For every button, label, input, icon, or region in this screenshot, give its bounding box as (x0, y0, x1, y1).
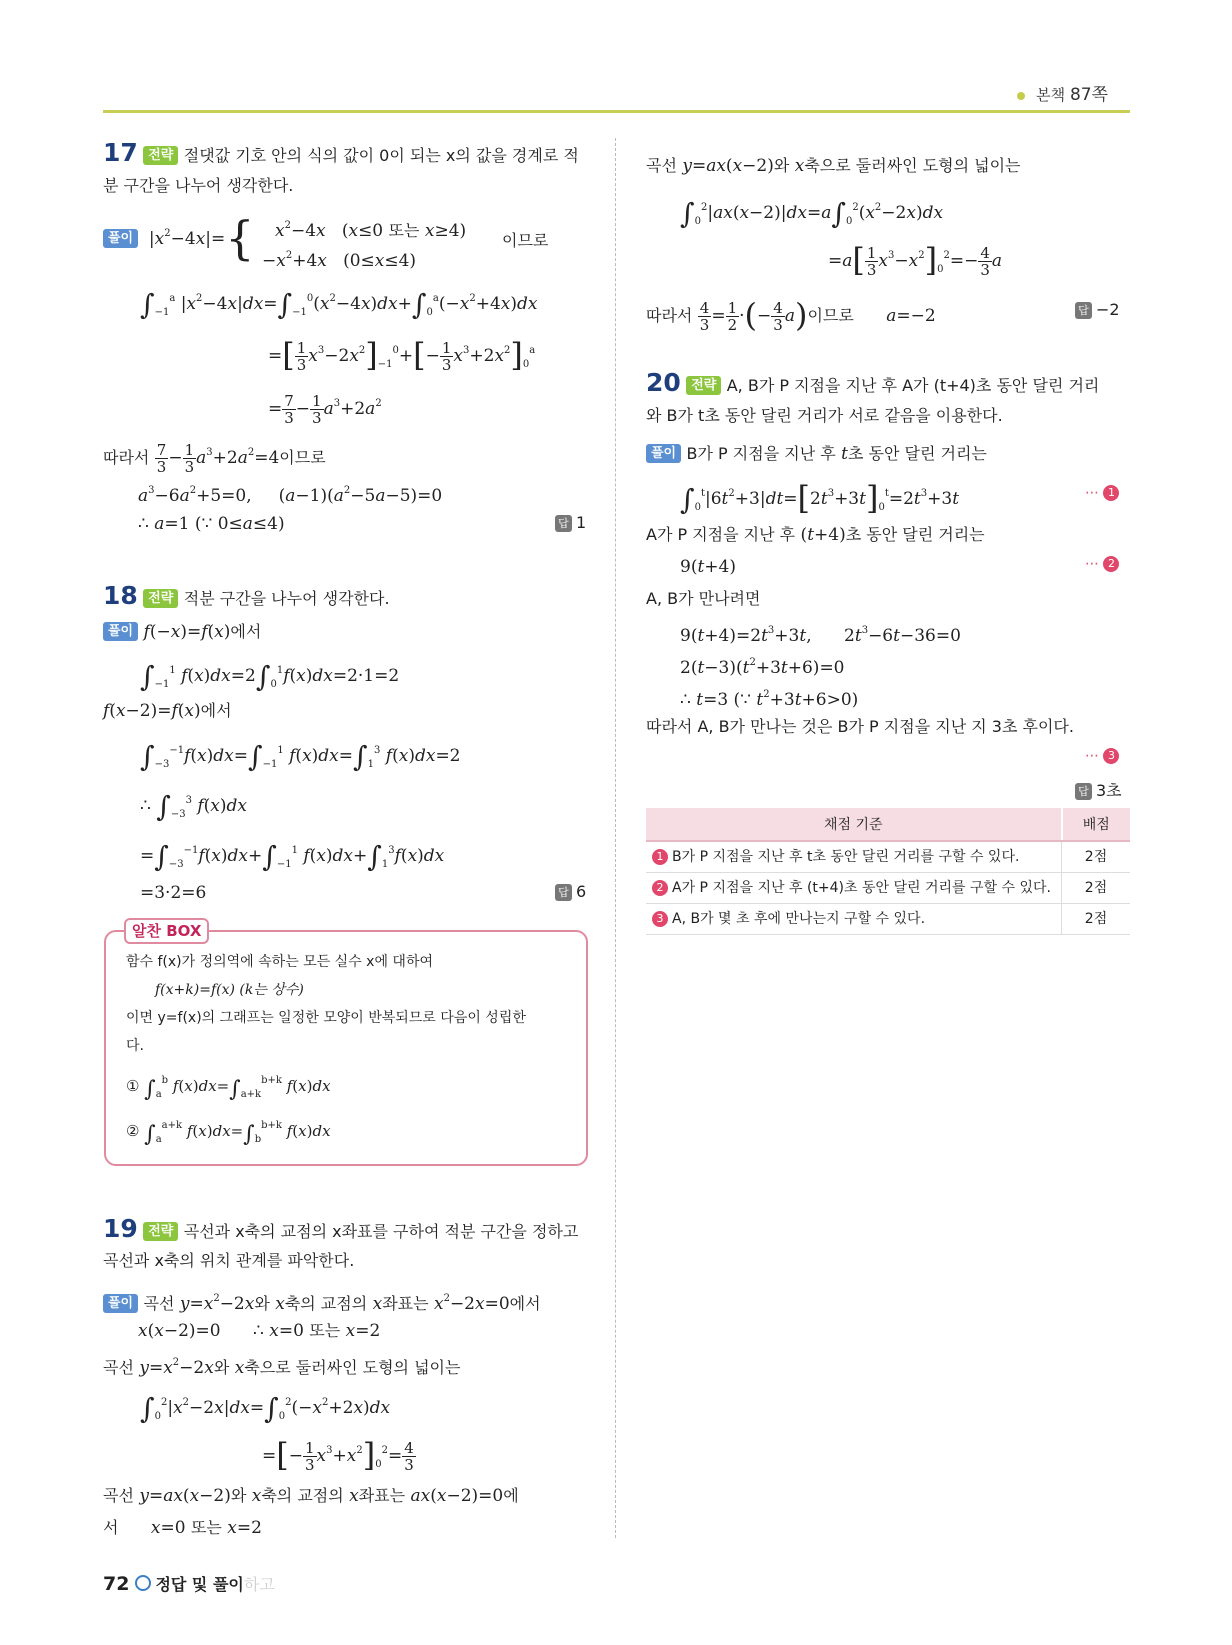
answer-label: 답 (555, 515, 572, 532)
answer-value: 3초 (1096, 781, 1122, 800)
answer-label: 답 (1075, 783, 1092, 800)
grading-points: 2점 (1062, 904, 1131, 935)
solution-tag: 풀이 (103, 1294, 138, 1313)
p19-line6: 곡선 y=ax(x−2)와 x축으로 둘러싸인 도형의 넓이는 (646, 156, 1021, 176)
grading-header-row (646, 808, 1130, 841)
p18-answer (555, 882, 586, 901)
tip-line1: 함수 f(x)가 정의역에 속하는 모든 실수 x에 대하여 (126, 954, 434, 970)
step-marker-3: ⋯ 3 (1085, 748, 1123, 764)
book-page-reference (1017, 80, 1108, 105)
grading-row (646, 904, 1130, 935)
p20-eq3: $9(t+4)=2t^3+3t$, $2t^3-6t-36=0$ (680, 625, 961, 646)
p20-eq2: 9(t+4) (680, 557, 736, 577)
p19-line4: 곡선 y=ax(x−2)와 x축의 교점의 x좌표는 ax(x−2)=0에 (103, 1486, 519, 1506)
step-marker-1: ⋯ 1 (1085, 485, 1123, 501)
criteria-text: B가 P 지점을 지난 후 t초 동안 달린 거리를 구할 수 있다. (672, 849, 1020, 865)
p20-line4: 따라서 A, B가 만나는 것은 B가 P 지점을 지난 지 3초 후이다. (646, 717, 1074, 736)
tip-box-title: 알찬 BOX (124, 918, 209, 944)
problem-number: 18 (103, 581, 138, 610)
grading-points: 2점 (1062, 841, 1131, 873)
strategy-text: 적분 구간을 나누어 생각한다. (183, 589, 390, 608)
p17-answer (555, 513, 586, 532)
strategy-text-cont: 와 B가 t초 동안 달린 거리가 서로 같음을 이용한다. (646, 406, 1003, 425)
grading-criteria (646, 841, 1062, 873)
footer-ghost-text: 하고 (243, 1575, 275, 1594)
p19-eq4: =a[ $\frac{1}{3}$ $x^3-x^2]_0^2=-$ $\frac{4}{3}$ a (828, 241, 1003, 279)
p19-answer (1075, 300, 1120, 319)
p18-line1: 풀이 f(−x)=f(x)에서 (103, 621, 261, 643)
strategy-text: A, B가 P 지점을 지난 후 A가 (t+4)초 동안 달린 거리 (726, 376, 1100, 395)
problem-18-header (103, 581, 390, 610)
strategy-text-cont: 분 구간을 나누어 생각한다. (103, 176, 294, 195)
step-number: 2 (652, 880, 668, 896)
p20-line3: A, B가 만나려면 (646, 589, 761, 608)
p18-line2: f(x−2)=f(x)에서 (103, 701, 232, 721)
answer-label: 답 (1075, 302, 1092, 319)
bullet-dot-icon (1017, 92, 1025, 100)
criteria-header: 채점 기준 (646, 808, 1062, 841)
answer-value: −2 (1096, 300, 1120, 319)
strategy-text: 곡선과 x축의 교점의 x좌표를 구하여 적분 구간을 정하고 (183, 1222, 579, 1241)
tip-line3: 이면 y=f(x)의 그래프는 일정한 모양이 반복되므로 다음이 성립한 (126, 1010, 526, 1026)
circle-icon (135, 1575, 151, 1591)
p19-eq3: $\int_0^2|ax(x-2)|dx=a\int_0^2(x^2-2x)dx$ (680, 197, 944, 230)
p19-line5: 서 x=0 또는 x=2 (103, 1518, 262, 1538)
p19-line2: x(x−2)=0 ∴ x=0 또는 x=2 (138, 1321, 381, 1341)
p19-line3: 곡선 $y=x^2-2x$와 x축으로 둘러싸인 도형의 넓이는 (103, 1357, 461, 1378)
p17-eq6: ∴ a=1 (∵ 0≤a≤4) (138, 514, 285, 534)
p20-eq5: ∴ t=3 (∵ $t^2+3t+6>0$) (680, 689, 859, 710)
problem-number: 17 (103, 138, 138, 167)
column-divider (615, 138, 616, 1538)
p20-answer (1075, 778, 1122, 801)
footer-section: 정답 및 풀이 (155, 1575, 244, 1594)
p19-line1: 풀이 곡선 $y=x^2-2x$와 x축의 교점의 x좌표는 $x^2-2x=0$에서 (103, 1288, 541, 1315)
p19-eq2: =[− $\frac{1}{3}$ $x^3+x^2]_0^2=$ $\frac{4}{3}$ (262, 1436, 414, 1474)
problem-17-header (103, 138, 579, 167)
grading-table (646, 808, 1130, 935)
step-number: 1 (652, 849, 668, 865)
strategy-tag: 전략 (143, 146, 178, 165)
grading-points: 2점 (1062, 873, 1131, 904)
p17-solution-line1: 풀이 $|x^2-4x|=${ (103, 223, 255, 250)
p17-eq5: $a^3-6a^2+5=0$, $(a-1)(a^2-5a-5)=0$ (138, 485, 443, 506)
criteria-text: A, B가 몇 초 후에 만나는지 구할 수 있다. (672, 911, 926, 927)
p17-eq4: 따라서 $\frac{7}{3}$ − $\frac{1}{3}$ $a^3+2a^2=4$이므로 (103, 441, 326, 476)
p17-text: 이므로 (502, 231, 549, 250)
page-footer (103, 1572, 275, 1595)
answer-value: 1 (576, 513, 587, 532)
p20-line2: A가 P 지점을 지난 후 (t+4)초 동안 달린 거리는 (646, 525, 985, 545)
grading-criteria (646, 873, 1062, 904)
p20-line1: 풀이 B가 P 지점을 지난 후 t초 동안 달린 거리는 (646, 443, 987, 465)
solution-tag: 풀이 (646, 444, 681, 463)
book-ref-label: 본책 (1036, 86, 1066, 104)
p17-eq1: $\int_{-1}^a$ $|x^2-4x|dx=\int_{-1}^0(x^2-4x)dx+\int_0^a(-x^2+4x)dx$ (140, 288, 538, 321)
grading-row (646, 873, 1130, 904)
tip-line2: f(x+k)=f(x) (k는 상수) (155, 982, 304, 998)
problem-number: 20 (646, 368, 681, 397)
strategy-tag: 전략 (686, 376, 721, 395)
tip-formula1: ① $\int_a^b$ $f(x)dx=\int_{a+k}^{b+k}$ f(x)dx (126, 1075, 331, 1102)
page-number: 72 (103, 1573, 130, 1595)
p18-eq5: =3·2=6 (140, 883, 207, 903)
step-marker-2: ⋯ 2 (1085, 556, 1123, 572)
points-header: 배점 (1062, 808, 1131, 841)
tip-line4: 다. (126, 1038, 144, 1054)
p17-eq3: = $\frac{7}{3}$ − $\frac{1}{3}$ $a^3+2a^2$ (268, 392, 382, 427)
p20-eq4: $2(t-3)(t^2+3t+6)=0$ (680, 657, 845, 678)
p17-case2: $-x^2+4x$ (0≤x≤4) (262, 250, 417, 271)
step-number: 3 (652, 911, 668, 927)
strategy-tag: 전략 (143, 1222, 178, 1241)
p20-eq1: $\int_0^t|6t^2+3|dt=[2t^3+3t]_0^t=2t^3+3t$ (680, 479, 960, 517)
p17-eq2: =[ $\frac{1}{3}$ $x^3-2x^2]_{-1}^0+[-$ $\frac{1}{3}$ $x^3+2x^2]_0^a$ (268, 336, 536, 374)
book-ref-page: 87쪽 (1069, 85, 1108, 105)
problem-number: 19 (103, 1214, 138, 1243)
problem-19-header (103, 1214, 579, 1243)
p19-eq1: $\int_0^2|x^2-2x|dx=\int_0^2(-x^2+2x)dx$ (140, 1392, 391, 1425)
strategy-tag: 전략 (143, 589, 178, 608)
p18-eq3: ∴ $\int_{-3}^3$ f(x)dx (140, 790, 248, 823)
solution-tag: 풀이 (103, 229, 138, 248)
tip-formula2: ② $\int_a^{a+k}$ $f(x)dx=\int_b^{b+k}$ f(x)dx (126, 1120, 331, 1147)
strategy-text-cont: 곡선과 x축의 위치 관계를 파악한다. (103, 1251, 355, 1270)
grading-criteria (646, 904, 1062, 935)
p18-eq1: $\int_{-1}^1$ $f(x)dx=2\int_0^1f(x)dx=2\cdot 1=2$ (140, 660, 400, 693)
p18-eq4: $=\int_{-3}^{-1}f(x)dx+\int_{-1}^1$ $f(x)dx+\int_1^3f(x)dx$ (140, 840, 445, 873)
problem-20-header (646, 368, 1100, 397)
p17-case1: $x^2-4x$ (x≤0 또는 x≥4) (275, 220, 467, 241)
solution-tag: 풀이 (103, 622, 138, 641)
grading-row (646, 841, 1130, 873)
answer-label: 답 (555, 884, 572, 901)
answer-value: 6 (576, 882, 587, 901)
header-rule (103, 110, 1130, 113)
strategy-text: 절댓값 기호 안의 식의 값이 0이 되는 x의 값을 경계로 적 (183, 146, 579, 165)
p18-eq2: $\int_{-3}^{-1}f(x)dx=\int_{-1}^1$ $f(x)dx=\int_1^3$ f(x)dx=2 (140, 740, 461, 773)
criteria-text: A가 P 지점을 지난 후 (t+4)초 동안 달린 거리를 구할 수 있다. (672, 880, 1051, 896)
p19-eq5: 따라서 $\frac{4}{3}$ = $\frac{1}{2}$ ·(− $\frac{4}{3}$ a)이므로 a=−2 (646, 296, 936, 334)
